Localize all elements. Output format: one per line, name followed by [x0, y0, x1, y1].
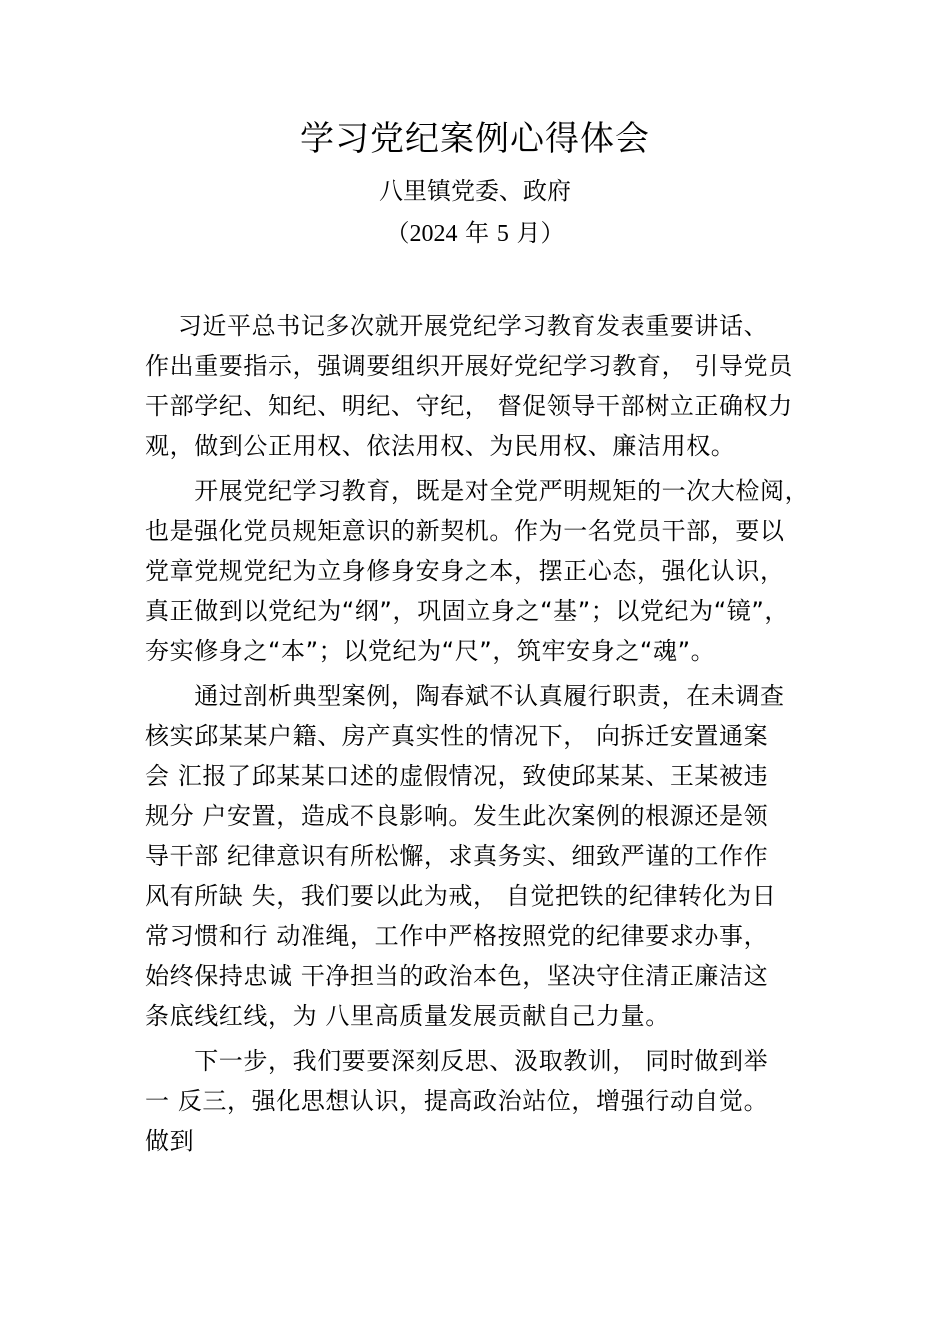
date-open-paren: （ [385, 219, 410, 247]
document-body [145, 306, 835, 1161]
paragraph-line: 也是强化党员规矩意识的新契机。作为一名党员干部，要以 [145, 517, 785, 545]
paragraph-line: 风有所缺 失，我们要以此为戒， 自觉把铁的纪律转化为日 [145, 882, 777, 910]
date-year: 2024 [409, 221, 458, 247]
paragraph [145, 306, 835, 466]
paragraph-line: 做到 [145, 1127, 195, 1155]
paragraph [145, 471, 835, 671]
date-year-unit: 年 [457, 219, 497, 247]
document-author: 八里镇党委、政府 [379, 177, 571, 205]
paragraph [145, 1041, 835, 1161]
paragraph-line: 导干部 纪律意识有所松懈，求真务实、细致严谨的工作作 [145, 842, 769, 870]
paragraph-line: 一 反三，强化思想认识，提高政治站位，增强行动自觉。 [145, 1087, 769, 1115]
paragraph-line: 核实邱某某户籍、房产真实性的情况下， 向拆迁安置通案 [145, 722, 769, 750]
paragraph [145, 676, 835, 1036]
document-title: 学习党纪案例心得体会 [300, 119, 650, 159]
paragraph-line: 夯实修身之“本”；以党纪为“尺”，筑牢安身之“魂”。 [145, 637, 716, 665]
date-month-unit: 月） [508, 219, 565, 247]
paragraph-line: 通过剖析典型案例，陶春斌不认真履行职责，在未调查 [145, 682, 785, 710]
date-month: 5 [496, 221, 509, 247]
paragraph-line: 习近平总书记多次就开展党纪学习教育发表重要讲话、 [145, 312, 769, 340]
paragraph-line: 规分 户安置，造成不良影响。发生此次案例的根源还是领 [145, 802, 769, 830]
paragraph-line: 党章党规党纪为立身修身安身之本，摆正心态，强化认识， [145, 557, 785, 585]
paragraph-line: 始终保持忠诚 干净担当的政治本色，坚决守住清正廉洁这 [145, 962, 769, 990]
paragraph-line: 会 汇报了邱某某口述的虚假情况，致使邱某某、王某被违 [145, 762, 769, 790]
paragraph-line: 条底线红线，为 八里高质量发展贡献自己力量。 [145, 1002, 670, 1030]
paragraph-line: 常习惯和行 动准绳，工作中严格按照党的纪律要求办事， [145, 922, 769, 950]
paragraph-line: 下一步，我们要要深刻反思、汲取教训， 同时做到举 [145, 1047, 769, 1075]
document-date [0, 216, 950, 251]
paragraph-line: 干部学纪、知纪、明纪、守纪， 督促领导干部树立正确权力 [145, 392, 793, 420]
paragraph-line: 观，做到公正用权、依法用权、为民用权、廉洁用权。 [145, 432, 736, 460]
paragraph-line: 真正做到以党纪为“纲”，巩固立身之“基”；以党纪为“镜”， [145, 597, 789, 625]
paragraph-line: 作出重要指示，强调要组织开展好党纪学习教育， 引导党员 [145, 352, 793, 380]
paragraph-line: 开展党纪学习教育，既是对全党严明规矩的一次大检阅， [145, 477, 810, 505]
